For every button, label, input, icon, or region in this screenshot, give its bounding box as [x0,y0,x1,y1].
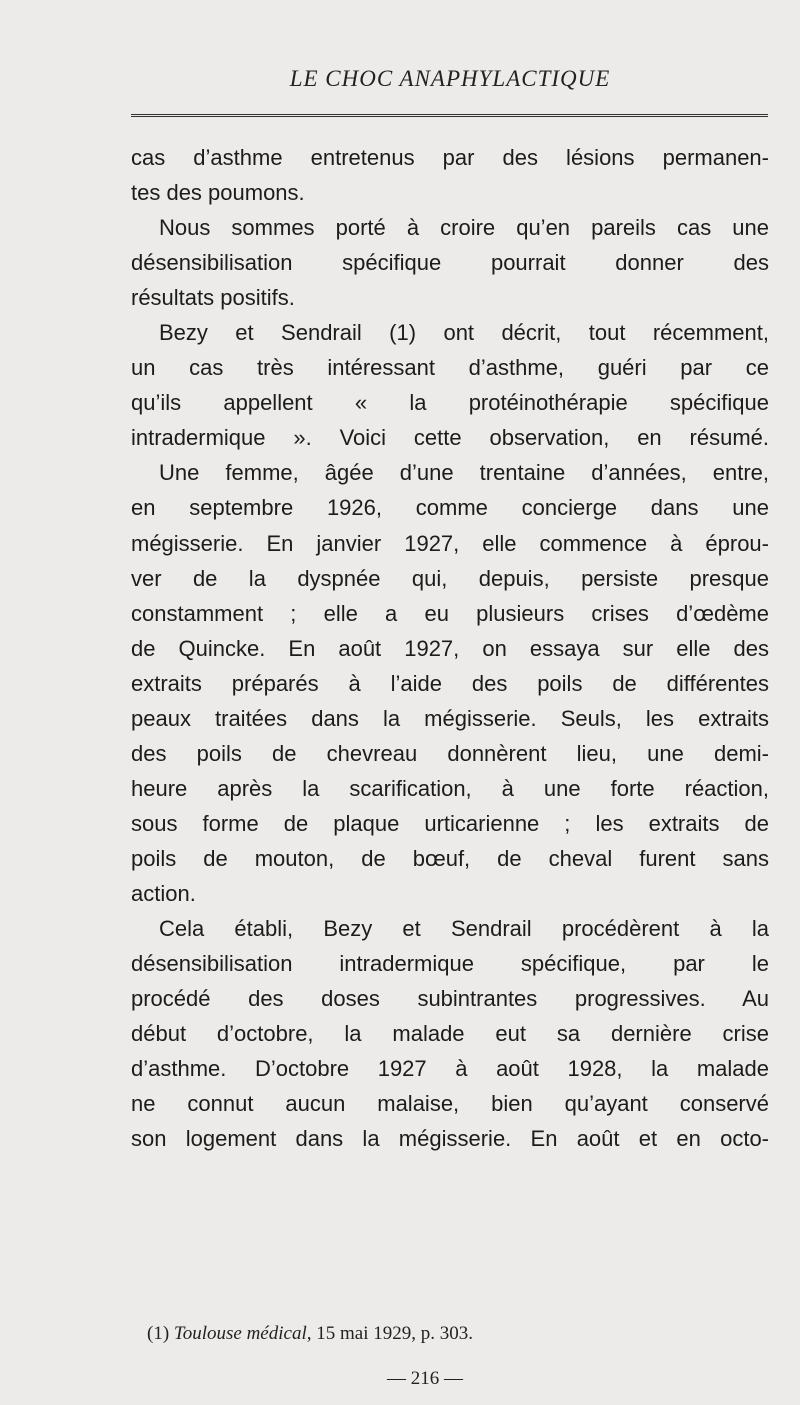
text-line: mégisserie. En janvier 1927, elle commence à éprou- [131,530,769,556]
page-number: — 216 — [387,1368,463,1389]
text-line: un cas très intéressant d’asthme, guéri par ce [131,355,769,381]
text-line: désensibilisation intradermique spécifique, par le [131,951,769,977]
footnote-marker: (1) [147,1323,170,1344]
text-line: constamment ; elle a eu plusieurs crises d’œdème [131,600,769,626]
text-line: procédé des doses subintrantes progressives. Au [131,986,769,1012]
running-head: LE CHOC ANAPHYLACTIQUE [289,66,611,91]
text-line: désensibilisation spécifique pourrait donner des [131,250,769,276]
text-line: Une femme, âgée d’une trentaine d’années, entre, [159,460,769,486]
text-line: d’asthme. D’octobre 1927 à août 1928, la malade [131,1056,769,1082]
text-line: poils de mouton, de bœuf, de cheval furent sans [131,845,769,871]
footnote-journal: Toulouse médical, [173,1323,312,1344]
text-line: de Quincke. En août 1927, on essaya sur elle des [131,635,769,661]
text-line: peaux traitées dans la mégisserie. Seuls, les extraits [131,705,769,731]
text-line: résultats positifs. [131,285,295,311]
text-line: ne connut aucun malaise, bien qu’ayant conservé [131,1091,769,1117]
text-line: extraits préparés à l’aide des poils de différentes [131,670,769,696]
text-line: sous forme de plaque urticarienne ; les extraits de [131,810,769,836]
footnote-details: 15 mai 1929, p. 303. [316,1323,473,1344]
text-line: Cela établi, Bezy et Sendrail procédèrent à la [159,916,769,942]
text-line: Nous sommes porté à croire qu’en pareils cas une [159,215,769,241]
text-line: action. [131,880,196,906]
text-line: qu’ils appellent « la protéinothérapie spécifique [131,390,769,416]
body-text [131,140,769,1156]
header-rule [131,114,768,117]
text-line: son logement dans la mégisserie. En août et en octo- [131,1126,769,1152]
text-line: en septembre 1926, comme concierge dans une [131,495,769,521]
footnote [147,1323,473,1345]
text-line: début d’octobre, la malade eut sa dernière crise [131,1021,769,1047]
text-line: Bezy et Sendrail (1) ont décrit, tout récemment, [159,320,769,346]
text-line: tes des poumons. [131,180,305,206]
text-line: intradermique ». Voici cette observation, en résumé. [131,425,769,451]
text-line: heure après la scarification, à une forte réaction, [131,775,769,801]
text-line: des poils de chevreau donnèrent lieu, une demi- [131,740,769,766]
text-line: cas d’asthme entretenus par des lésions permanen- [131,145,769,170]
text-line: ver de la dyspnée qui, depuis, persiste presque [131,565,769,591]
